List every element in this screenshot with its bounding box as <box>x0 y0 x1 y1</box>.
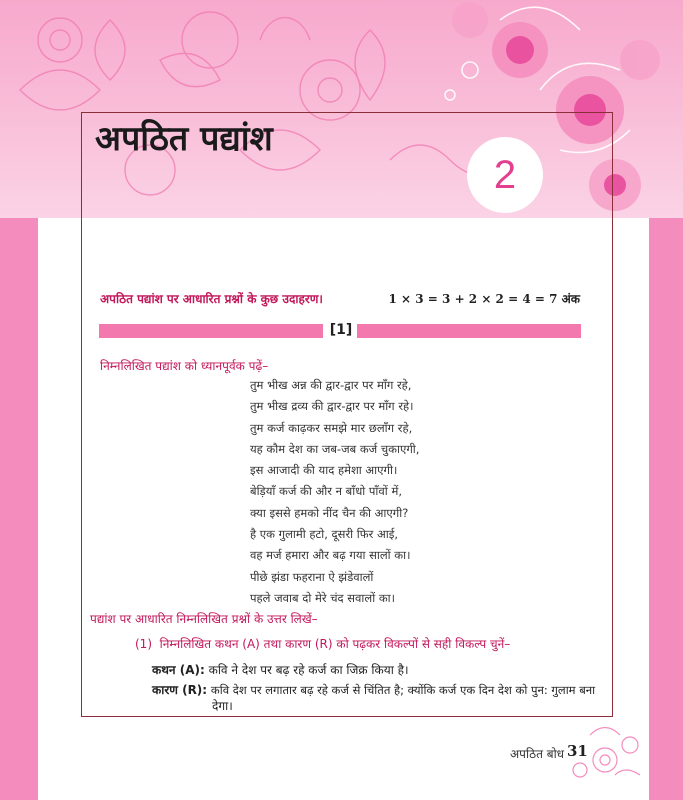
intro-label: अपठित पद्यांश पर आधारित प्रश्नों के कुछ उदाहरण। <box>100 292 323 306</box>
reason-text-continued: देगा। <box>212 699 233 713</box>
poem-line: क्या इससे हमको नींद चैन की आएगी? <box>250 505 409 520</box>
poem-line: यह कौम देश का जब-जब कर्ज चुकाएगी, <box>250 441 420 456</box>
poem-line: इस आजादी की याद हमेशा आएगी। <box>250 463 398 478</box>
poem-line: तुम भीख अन्न की द्वार-द्वार पर माँग रहे, <box>250 378 412 392</box>
poem-line: तुम कर्ज काढ़कर समझे मार छलाँग रहे, <box>250 420 413 435</box>
section-bar-right <box>357 324 581 338</box>
poem-line: पीछे झंडा फहराना ऐ झंडेवालों <box>250 569 374 584</box>
marks-scheme: 1 × 3 = 3 + 2 × 2 = 4 = 7 अंक <box>388 292 580 306</box>
poem-line: बेड़ियाँ कर्ज की और न बाँधो पाँवों में, <box>250 484 402 499</box>
reason-text: कवि देश पर लगातार बढ़ रहे कर्ज से चिंतित है; क्योंकि कर्ज एक दिन देश को पुन: गुलाम बना <box>210 683 596 697</box>
reason-row <box>152 681 595 698</box>
chapter-number-badge: 2 <box>467 137 543 213</box>
question-number: (1) <box>135 637 152 651</box>
question-1 <box>135 635 510 652</box>
footer-section-label: अपठित बोध <box>510 747 565 761</box>
section-bar-left <box>99 324 323 338</box>
assertion-label: कथन (A): <box>152 663 205 677</box>
poem-line: तुम भीख द्रव्य की द्वार-द्वार पर माँग रहे। <box>250 399 414 414</box>
poem <box>250 375 419 609</box>
questions-heading: पद्यांश पर आधारित निम्नलिखित प्रश्नों के उत्तर लिखें– <box>90 612 318 626</box>
chapter-title: अपठित पद्यांश <box>95 119 273 159</box>
assertion-text: कवि ने देश पर बढ़ रहे कर्ज का जिक्र किया है। <box>208 663 409 677</box>
poem-line: है एक गुलामी हटो, दूसरी फिर आई, <box>250 527 399 542</box>
reason-label: कारण (R): <box>152 683 208 697</box>
section-number: [1] <box>329 322 353 338</box>
page-number: 31 <box>567 742 588 760</box>
assertion-row <box>152 661 409 678</box>
question-text: निम्नलिखित कथन (A) तथा कारण (R) को पढ़कर विकल्पों से सही विकल्प चुनें– <box>159 637 511 651</box>
poem-line: वह मर्ज हमारा और बढ़ गया सालों का। <box>250 548 411 563</box>
poem-line: पहले जवाब दो मेरे चंद सवालों का। <box>250 590 396 605</box>
instruction-text: निम्नलिखित पद्यांश को ध्यानपूर्वक पढ़ें– <box>100 359 269 373</box>
